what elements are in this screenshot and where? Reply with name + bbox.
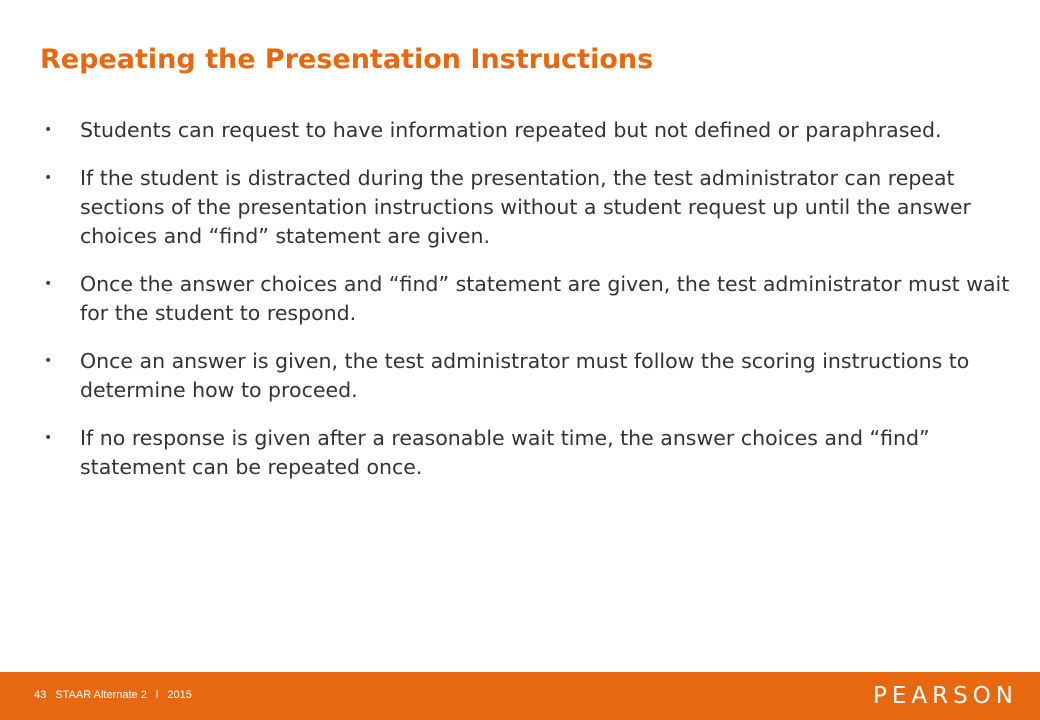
footer-bar (0, 672, 1040, 720)
footer-info (34, 688, 198, 702)
footer-separator: l (155, 689, 159, 701)
bullet-text: Students can request to have information repeated but not defined or paraphrased. (80, 118, 942, 142)
bullet-dot-icon: • (44, 170, 53, 186)
page-number: 43 (34, 689, 47, 701)
bullet-text: Once the answer choices and “find” statement are given, the test administrator must wait for the student to respond. (80, 272, 1010, 325)
bullet-item (44, 116, 1029, 145)
bullet-text: If the student is distracted during the presentation, the test administrator can repeat sections of the presentation instructions without a student request up until the answer choices and “find” statement are given. (80, 166, 971, 248)
bullet-item (44, 347, 1029, 405)
bullet-list (44, 116, 1029, 501)
bullet-text: If no response is given after a reasonable wait time, the answer choices and “find” statement can be repeated once. (80, 426, 930, 479)
bullet-dot-icon: • (44, 276, 53, 292)
bullet-dot-icon: • (44, 430, 53, 446)
bullet-dot-icon: • (44, 122, 53, 138)
program-name: STAAR Alternate 2 (55, 689, 147, 701)
footer-year: 2015 (167, 689, 192, 701)
bullet-dot-icon: • (44, 353, 53, 369)
slide-title: Repeating the Presentation Instructions (40, 44, 654, 75)
bullet-item (44, 164, 1029, 251)
bullet-item (44, 270, 1029, 328)
pearson-logo: PEARSON (872, 683, 1018, 709)
bullet-text: Once an answer is given, the test administrator must follow the scoring instructions to determine how to proceed. (80, 349, 970, 402)
bullet-item (44, 424, 1029, 482)
